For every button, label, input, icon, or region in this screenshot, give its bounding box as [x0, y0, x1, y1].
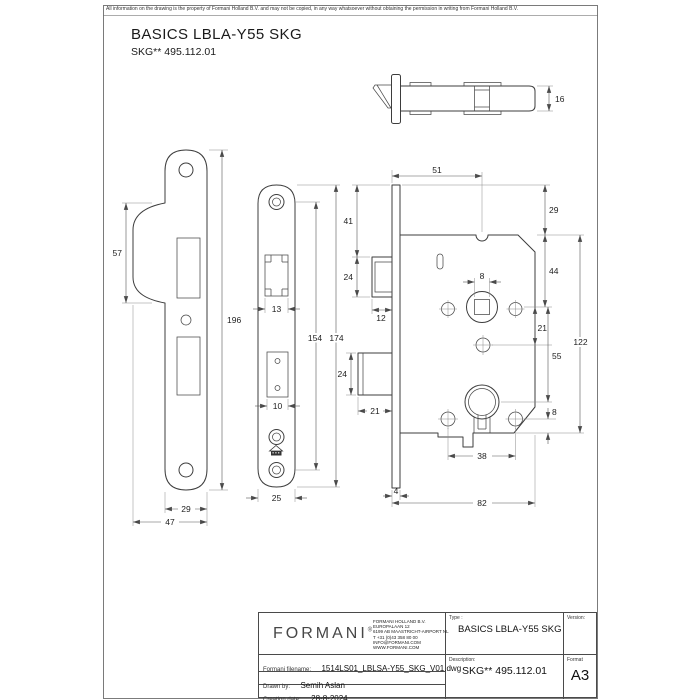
description-cell	[446, 655, 564, 699]
filename-label: Formani filename:	[263, 667, 312, 673]
format-label: Format	[567, 657, 583, 663]
version-label: Version:	[567, 615, 586, 621]
description-value: SKG** 495.112.01	[461, 665, 548, 677]
version-cell	[564, 613, 596, 655]
dim-label: 122	[573, 337, 588, 347]
drawn-by-row	[259, 672, 446, 690]
creation-date-label: Creation date:	[263, 697, 301, 700]
type-cell	[446, 613, 564, 655]
dim-label: 24	[343, 272, 353, 282]
type-value: BASICS LBLA-Y55 SKG	[458, 624, 562, 635]
creation-date-row	[259, 685, 446, 699]
dim-label: 44	[549, 266, 559, 276]
dim-label: 55	[552, 351, 562, 361]
creation-date-value: 28-8-2024	[311, 694, 348, 700]
disclaimer-text: All information on the drawing is the property of Formani Holland B.V. and may not be copied, in any way whatsoever without obtaining the permission in writing from Formani Holland B.V.	[106, 6, 519, 12]
strike-plate-view	[113, 150, 242, 527]
company-address: FORMANI HOLLAND B.V. EUROPALAAN 12 6199 AB MAASTRICHT-AIRPORT NL T +31 (0)43 358 80 00 INFO@FORMANI.COM WWW.FORMANI.COM	[373, 619, 449, 651]
lock-case-view	[338, 165, 592, 508]
dim-label: 196	[227, 315, 242, 325]
dim-label: 51	[432, 165, 442, 175]
title-block	[258, 612, 597, 698]
formani-logo: FORMANI®	[273, 625, 373, 642]
dim-label: 47	[165, 517, 175, 527]
filename-value: 1514LS01_LBLSA-Y55_SKG_V01.dwg	[321, 664, 462, 673]
dim-label: 38	[477, 451, 487, 461]
dim-label: 4	[393, 486, 399, 496]
description-label: Description:	[449, 657, 476, 663]
drawn-by-label: Drawn by:	[263, 684, 291, 690]
top-view	[373, 75, 565, 124]
dim-label: 29	[181, 504, 191, 514]
dim-label: 16	[555, 94, 565, 104]
format-cell	[564, 655, 596, 699]
sheet-border	[104, 6, 598, 699]
dim-label: 174	[329, 333, 344, 343]
dim-label: 10	[272, 401, 283, 411]
dim-label: 8	[479, 271, 485, 281]
drawing-subtitle: SKG** 495.112.01	[131, 46, 217, 58]
faceplate-view	[246, 185, 347, 503]
dim-label: 21	[537, 323, 547, 333]
format-value: A3	[570, 667, 590, 684]
dim-label: 24	[337, 369, 347, 379]
skg-stamp-icon	[270, 446, 283, 456]
dim-label: 154	[307, 333, 323, 343]
type-label: Type :	[449, 615, 463, 621]
dim-label: 8	[552, 407, 557, 417]
dim-label: 57	[112, 248, 122, 258]
filename-row	[259, 655, 462, 673]
dim-label: 13	[271, 304, 282, 314]
dim-label: 29	[549, 205, 559, 215]
dim-label: 21	[370, 406, 380, 416]
dim-label: 12	[376, 313, 386, 323]
dim-label: 41	[343, 216, 353, 226]
drawn-by-value: Semih Aslan	[300, 681, 345, 690]
drawing-title: BASICS LBLA-Y55 SKG	[131, 26, 303, 43]
logo-cell	[259, 613, 449, 655]
dim-label: 82	[477, 498, 487, 508]
dim-label: 25	[271, 493, 282, 503]
